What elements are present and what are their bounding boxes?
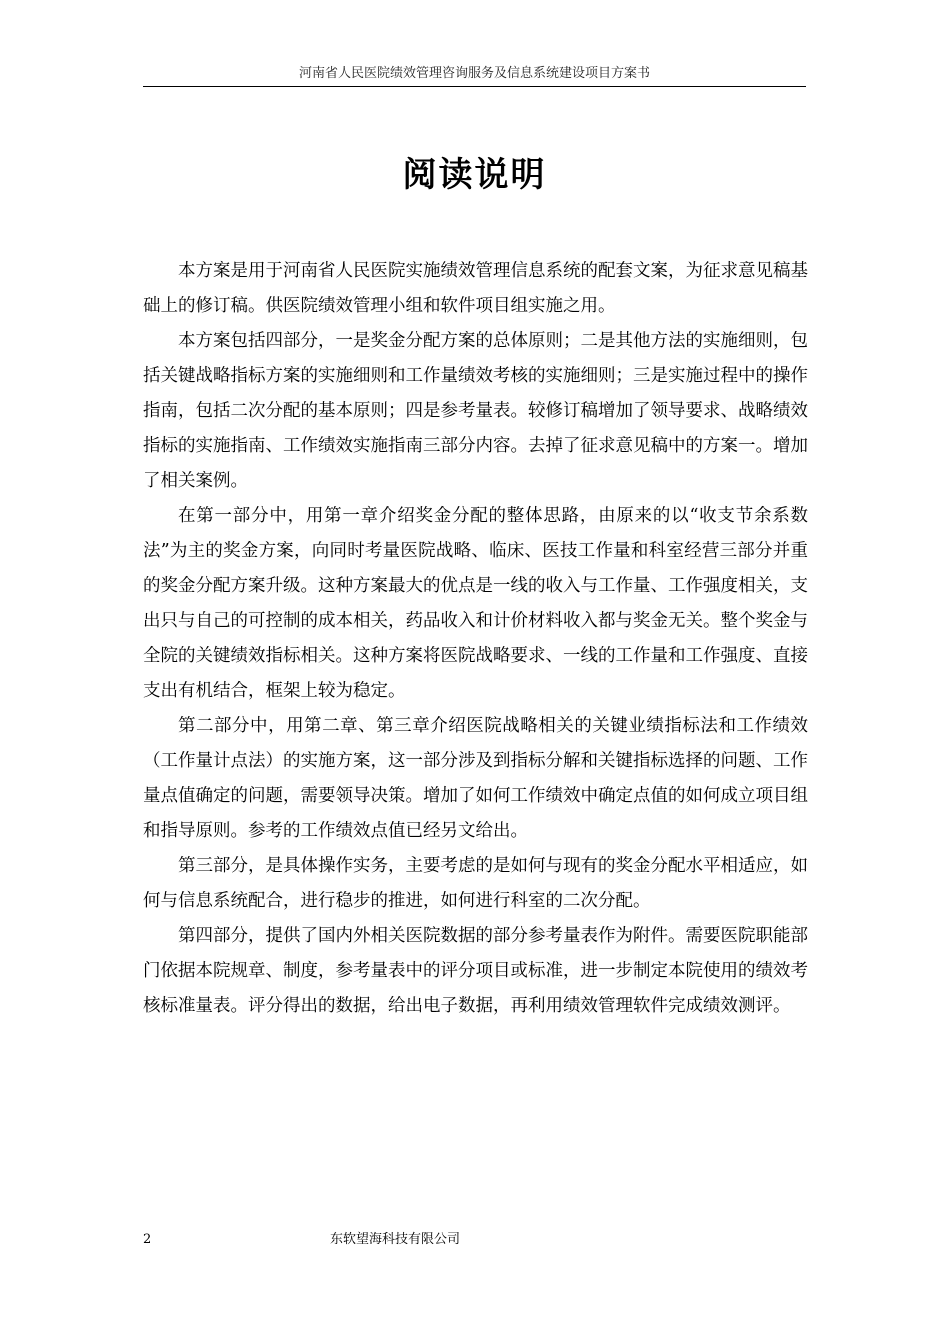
paragraph-3: 在第一部分中，用第一章介绍奖金分配的整体思路，由原来的以“收支节余系数法”为主的奖金方案，向同时考量医院战略、临床、医技工作量和科室经营三部分并重的奖金分配方案升级。这种方案最大的优点是一线的收入与工作量、工作强度相关，支出只与自己的可控制的成本相关，药品收入和计价材料收入都与奖金无关。整个奖金与全院的关键绩效指标相关。这种方案将医院战略要求、一线的工作量和工作强度、直接支出有机结合，框架上较为稳定。: [143, 506, 808, 701]
paragraph-5: 第三部分，是具体操作实务，主要考虑的是如何与现有的奖金分配水平相适应，如何与信息系统配合，进行稳步的推进，如何进行科室的二次分配。: [143, 856, 808, 911]
page-title: 阅读说明: [402, 154, 547, 195]
paragraph-1: 本方案是用于河南省人民医院实施绩效管理信息系统的配套文案，为征求意见稿基础上的修订稿。供医院绩效管理小组和软件项目组实施之用。: [143, 261, 808, 316]
page-number: 2: [143, 1232, 152, 1247]
paragraph-6: 第四部分，提供了国内外相关医院数据的部分参考量表作为附件。需要医院职能部门依据本院规章、制度，参考量表中的评分项目或标准，进一步制定本院使用的绩效考核标准量表。评分得出的数据，给出电子数据，再利用绩效管理软件完成绩效测评。: [143, 926, 808, 1016]
body-text: [143, 254, 808, 1024]
paragraph-4: 第二部分中，用第二章、第三章介绍医院战略相关的关键业绩指标法和工作绩效（工作量计点法）的实施方案，这一部分涉及到指标分解和关键指标选择的问题、工作量点值确定的问题，需要领导决策。增加了如何工作绩效中确定点值的如何成立项目组和指导原则。参考的工作绩效点值已经另文给出。: [143, 716, 808, 841]
running-header: 河南省人民医院绩效管理咨询服务及信息系统建设项目方案书: [298, 66, 650, 81]
paragraph-2: 本方案包括四部分，一是奖金分配方案的总体原则；二是其他方法的实施细则，包括关键战略指标方案的实施细则和工作量绩效考核的实施细则；三是实施过程中的操作指南，包括二次分配的基本原则；四是参考量表。较修订稿增加了领导要求、战略绩效指标的实施指南、工作绩效实施指南三部分内容。去掉了征求意见稿中的方案一。增加了相关案例。: [143, 331, 808, 491]
header-divider: [143, 86, 806, 87]
footer-company: 东软望海科技有限公司: [330, 1232, 461, 1247]
